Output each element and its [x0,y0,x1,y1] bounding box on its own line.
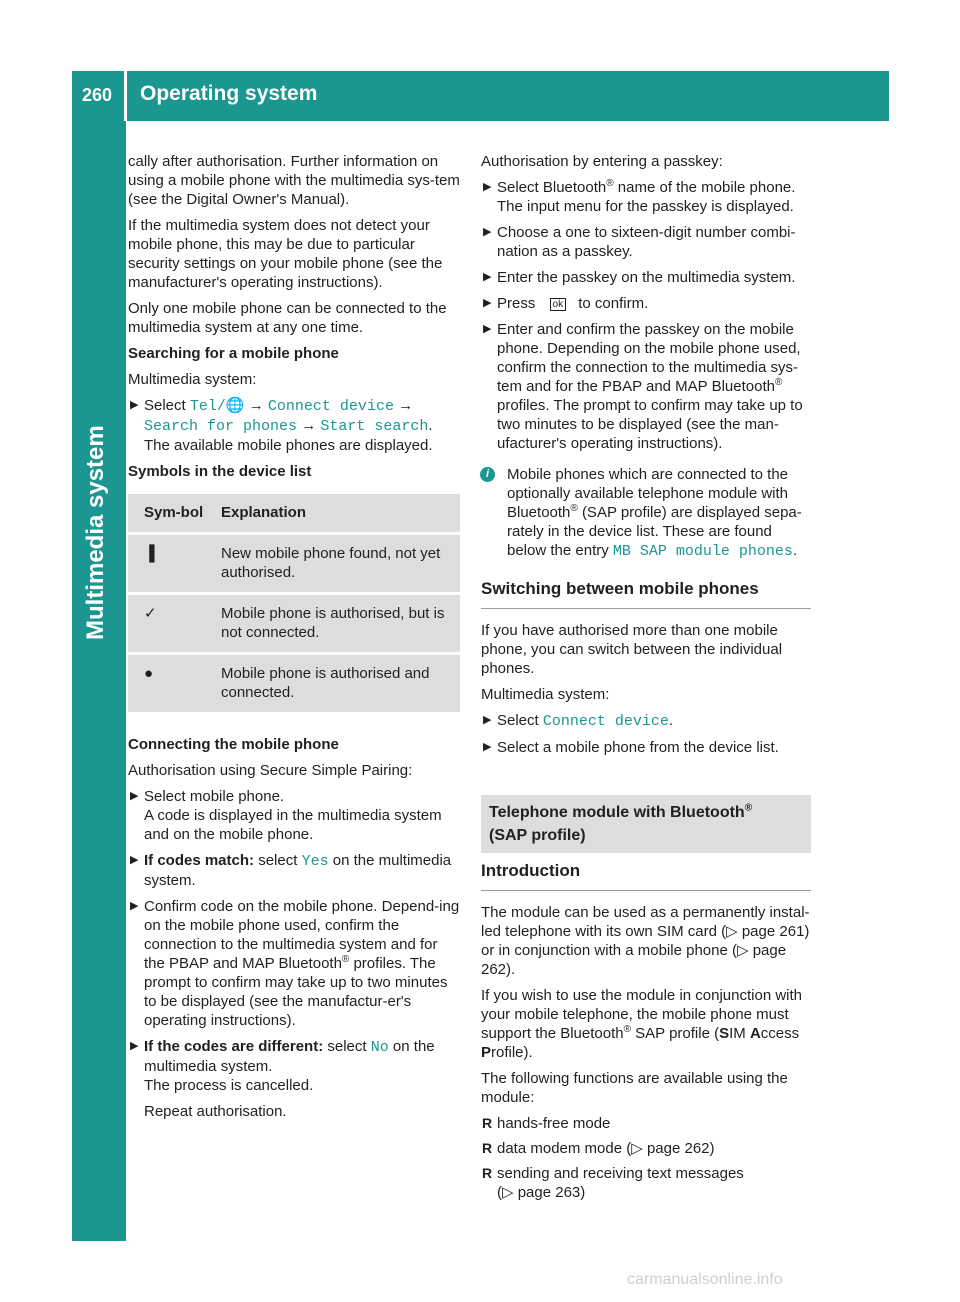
paragraph: If the multimedia system does not detect your mobile phone, this may be due to particular security settings on your mobile phone (see the manufacturer's operating instructions). [128,217,443,291]
section-heading: Connecting the mobile phone [128,736,339,753]
paragraph: Authorisation using Secure Simple Pairing: [128,762,413,779]
info-icon: i [480,467,495,482]
ok-button-icon[interactable]: ok [550,298,567,311]
instruction-step: ▶ Press ok to confirm. [483,295,649,312]
instruction-step: ▶ Select Bluetooth® name of the mobile phone. The input menu for the passkey is displayed. [483,178,796,215]
instruction-step: ▶ Select Connect device. [483,712,674,730]
section-heading: Introduction [481,861,811,891]
step-arrow-icon: ▶ [130,900,139,912]
paragraph: If you wish to use the module in conjunction with your mobile telephone, the mobile phone must support the Bluetooth® SAP profile (SIM Access Profile). [481,987,803,1061]
paragraph: Authorisation by entering a passkey: [481,153,723,170]
step-arrow-icon: ▶ [130,1040,139,1052]
side-tab [72,121,126,1241]
menu-item-search-for-phones[interactable]: Search for phones [144,418,298,435]
page-reference[interactable]: page 261 [741,923,805,940]
paragraph: The module can be used as a permanently instal-led telephone with its own SIM card (▷ page 261) or in conjunction with a mobile phone (▷ page 262). [481,904,810,978]
registered-mark: ® [341,954,350,965]
list-item: R data modem mode (▷ page 262) [482,1140,715,1157]
step-arrow-icon: ▶ [483,271,492,283]
step-arrow-icon: ▶ [130,399,139,411]
paragraph: cally after authorisation. Further information on using a mobile phone with the multimedia sys-tem (see the Digital Owner's Manual). [128,153,460,208]
instruction-step: ▶ If codes match: select Yes on the multimedia system. [130,852,452,889]
globe-icon: 🌐 [225,397,245,414]
section-heading: Symbols in the device list [128,463,312,480]
menu-item-mb-sap-module-phones[interactable]: MB SAP module phones [612,543,793,560]
step-arrow-icon: ▶ [130,854,139,866]
instruction-step: ▶ Select a mobile phone from the device list. [483,739,779,756]
instruction-step: ▶ Choose a one to sixteen-digit number combi-nation as a passkey. [483,224,796,260]
left-column [128,152,460,1128]
instruction-step: ▶ Select mobile phone. A code is displayed in the multimedia system and on the mobile phone. [130,788,442,843]
paragraph: Multimedia system: [128,371,257,388]
info-note: i Mobile phones which are connected to the optionally available telephone module with Bluetooth® (SAP profile) are displayed sepa-rately in the device list. These are found below the entry MB SAP module phones. [481,465,811,561]
paragraph: The following functions are available using the module: [481,1070,788,1106]
table-row [128,655,460,712]
menu-item-connect-device[interactable]: Connect device [267,398,394,415]
page-reference[interactable]: page 262 [481,942,787,978]
table-header-row [128,494,460,532]
watermark: carmanualsonline.info [627,1271,783,1288]
phone-new-icon: ▐ [128,535,213,592]
step-arrow-icon: ▶ [483,741,492,753]
paragraph: Only one mobile phone can be connected to the multimedia system at any one time. [128,300,447,336]
table-row [128,595,460,652]
phone-authorised-icon: ✓ [128,595,213,652]
instruction-step: ▶ Select Tel/🌐 → Connect device → Search for phones → Start search. The available mobile phones are displayed. [130,397,433,454]
section-heading: Searching for a mobile phone [128,345,339,362]
page-header [72,71,889,121]
step-arrow-icon: ▶ [483,323,492,335]
menu-item-connect-device[interactable]: Connect device [542,713,669,730]
section-heading: Switching between mobile phones [481,579,811,609]
menu-item-start-search[interactable]: Start search [320,418,429,435]
paragraph: Multimedia system: [481,686,610,703]
instruction-step: ▶ If the codes are different: select No on the multimedia system. The process is cancelled. Repeat authorisation. [130,1038,435,1120]
instruction-step: ▶ Confirm code on the mobile phone. Depend-ing on the mobile phone used, confirm the connection to the multimedia system and for the PBAP and MAP Bluetooth® profiles. The prompt to confirm may take up to two minutes to be displayed (see the manufactur-er's operating instructions). [130,898,460,1029]
bullet-icon: R [482,1115,493,1131]
page-number: 260 [82,85,113,105]
step-arrow-icon: ▶ [483,714,492,726]
page-title: Operating system [140,82,318,105]
table-cell: Mobile phone is authorised, but is not connected. [213,595,460,652]
list-item: R hands-free mode [482,1115,611,1132]
column-header: Explanation [213,494,460,532]
page-reference[interactable]: page 262 [646,1140,710,1157]
phone-connected-icon: ● [128,655,213,712]
menu-item-no[interactable]: No [370,1039,389,1056]
list-item: R sending and receiving text messages (▷ page 263) [482,1165,744,1201]
step-arrow-icon: ▶ [130,790,139,802]
bullet-icon: R [482,1140,493,1156]
device-symbol-table [128,491,460,715]
step-arrow-icon: ▶ [483,181,492,193]
header-divider [124,71,127,121]
section-title-box: Telephone module with Bluetooth® (SAP profile) [481,795,811,853]
instruction-step: ▶ Enter and confirm the passkey on the mobile phone. Depending on the mobile phone used, confirm the connection to the multimedia sys-tem and for the PBAP and MAP Bluetooth® profiles. The prompt to confirm may take up to two minutes to be displayed (see the man-ufacturer's operating instructions). [483,321,803,452]
table-row [128,535,460,592]
right-column [481,152,811,1208]
paragraph: If you have authorised more than one mobile phone, you can switch between the individual phones. [481,622,783,677]
page-reference[interactable]: page 263 [517,1184,581,1201]
column-header: Sym-bol [128,494,213,532]
step-arrow-icon: ▶ [483,297,492,309]
step-arrow-icon: ▶ [483,226,492,238]
instruction-step: ▶ Enter the passkey on the multimedia system. [483,269,796,286]
menu-item-tel[interactable]: Tel/ [189,398,226,415]
bullet-icon: R [482,1165,493,1181]
table-cell: New mobile phone found, not yet authorised. [213,535,460,592]
side-tab-title: Multimedia system [82,425,109,640]
menu-item-yes[interactable]: Yes [301,853,329,870]
table-cell: Mobile phone is authorised and connected. [213,655,460,712]
